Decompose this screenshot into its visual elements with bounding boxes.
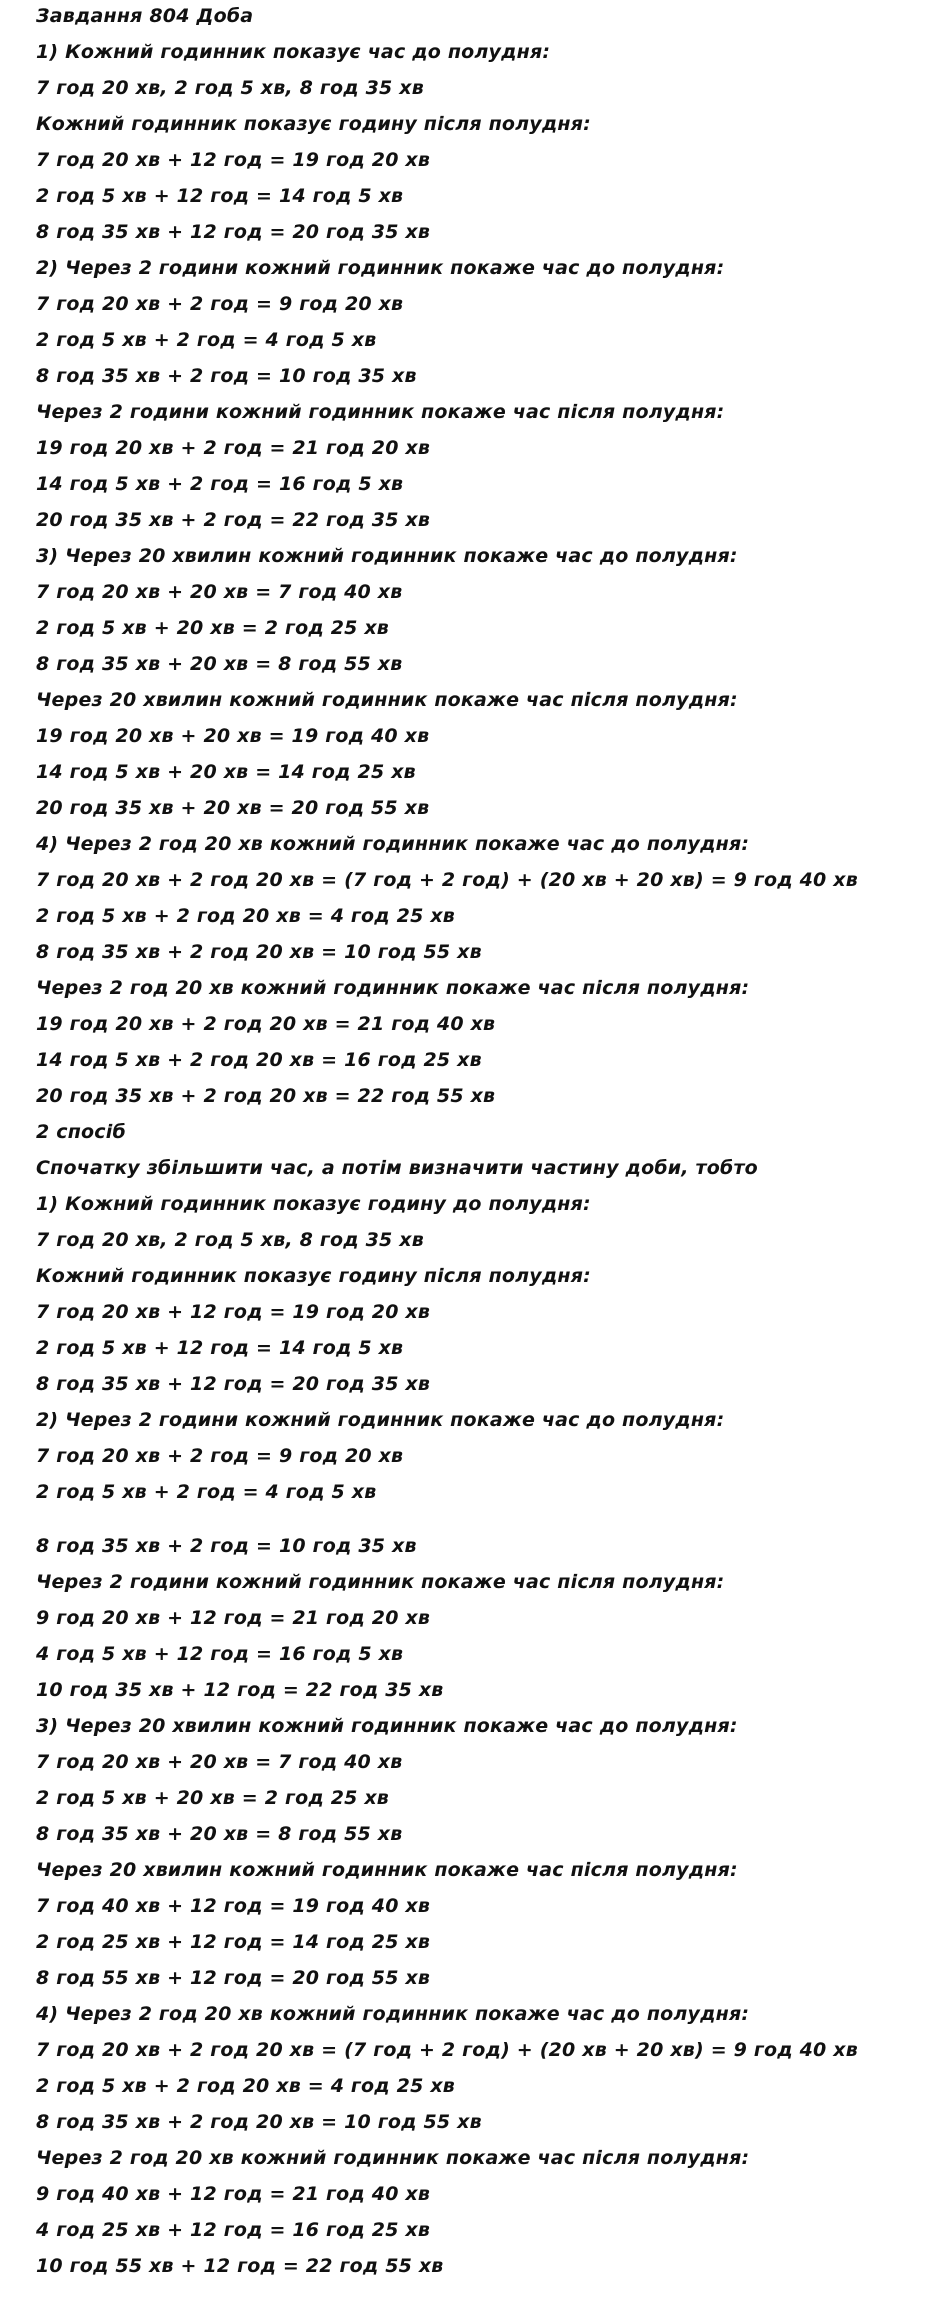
solution-line: 7 год 20 хв + 12 год = 19 год 20 хв xyxy=(36,1301,431,1323)
solution-line: 2 год 5 хв + 12 год = 14 год 5 хв xyxy=(36,1337,404,1359)
solution-line: 9 год 40 хв + 12 год = 21 год 40 хв xyxy=(36,2183,431,2205)
solution-line: 14 год 5 хв + 2 год 20 хв = 16 год 25 хв xyxy=(36,1049,482,1071)
solution-line: 20 год 35 хв + 20 хв = 20 год 55 хв xyxy=(36,797,430,819)
solution-line: 8 год 35 хв + 2 год 20 хв = 10 год 55 хв xyxy=(36,941,482,963)
solution-line: 2 год 5 хв + 20 хв = 2 год 25 хв xyxy=(36,1787,390,1809)
solution-line: 9 год 20 хв + 12 год = 21 год 20 хв xyxy=(36,1607,431,1629)
method-heading: 2 спосіб xyxy=(36,1121,126,1143)
solution-line: 8 год 35 хв + 2 год = 10 год 35 хв xyxy=(36,1535,417,1557)
step-heading: 1) Кожний годинник показує час до полудня: xyxy=(36,41,551,63)
solution-line: 4 год 5 хв + 12 год = 16 год 5 хв xyxy=(36,1643,404,1665)
solution-line: 2 год 5 хв + 2 год = 4 год 5 хв xyxy=(36,1481,377,1503)
step-heading: 2) Через 2 години кожний годинник покаже час до полудня: xyxy=(36,257,725,279)
solution-line: 7 год 40 хв + 12 год = 19 год 40 хв xyxy=(36,1895,431,1917)
solution-line: 2 год 25 хв + 12 год = 14 год 25 хв xyxy=(36,1931,431,1953)
solution-line: 19 год 20 хв + 2 год = 21 год 20 хв xyxy=(36,437,431,459)
solution-line: 7 год 20 хв, 2 год 5 хв, 8 год 35 хв xyxy=(36,1229,424,1251)
solution-line: 7 год 20 хв + 12 год = 19 год 20 хв xyxy=(36,149,431,171)
solution-line: 8 год 55 хв + 12 год = 20 год 55 хв xyxy=(36,1967,431,1989)
solution-line: 8 год 35 хв + 20 хв = 8 год 55 хв xyxy=(36,653,403,675)
step-heading: 1) Кожний годинник показує годину до полудня: xyxy=(36,1193,591,1215)
solution-line: 7 год 20 хв + 2 год 20 хв = (7 год + 2 год) + (20 хв + 20 хв) = 9 год 40 хв xyxy=(36,2039,858,2061)
solution-line: 20 год 35 хв + 2 год 20 хв = 22 год 55 хв xyxy=(36,1085,496,1107)
step-heading: 4) Через 2 год 20 хв кожний годинник покаже час до полудня: xyxy=(36,833,750,855)
step-heading: 2) Через 2 години кожний годинник покаже час до полудня: xyxy=(36,1409,725,1431)
solution-line: 8 год 35 хв + 2 год = 10 год 35 хв xyxy=(36,365,417,387)
step-heading: 4) Через 2 год 20 хв кожний годинник покаже час до полудня: xyxy=(36,2003,750,2025)
step-heading: 3) Через 20 хвилин кожний годинник покаже час до полудня: xyxy=(36,1715,738,1737)
solution-line: 19 год 20 хв + 2 год 20 хв = 21 год 40 хв xyxy=(36,1013,496,1035)
solution-line: 7 год 20 хв + 2 год 20 хв = (7 год + 2 год) + (20 хв + 20 хв) = 9 год 40 хв xyxy=(36,869,858,891)
step-heading: Через 2 години кожний годинник покаже час після полудня: xyxy=(36,401,725,423)
solution-line: 7 год 20 хв, 2 год 5 хв, 8 год 35 хв xyxy=(36,77,424,99)
solution-line: 7 год 20 хв + 2 год = 9 год 20 хв xyxy=(36,1445,404,1467)
solution-line: 10 год 55 хв + 12 год = 22 год 55 хв xyxy=(36,2255,444,2277)
solution-line: 2 год 5 хв + 2 год 20 хв = 4 год 25 хв xyxy=(36,2075,456,2097)
step-heading: Через 20 хвилин кожний годинник покаже час після полудня: xyxy=(36,1859,738,1881)
solution-line: 2 год 5 хв + 2 год = 4 год 5 хв xyxy=(36,329,377,351)
solution-line: 8 год 35 хв + 12 год = 20 год 35 хв xyxy=(36,1373,431,1395)
step-heading: Через 2 год 20 хв кожний годинник покаже час після полудня: xyxy=(36,2147,750,2169)
solution-line: 2 год 5 хв + 2 год 20 хв = 4 год 25 хв xyxy=(36,905,456,927)
method-description: Спочатку збільшити час, а потім визначити частину доби, тобто xyxy=(36,1157,758,1179)
task-title: Завдання 804 Доба xyxy=(36,5,254,27)
solution-line: 8 год 35 хв + 20 хв = 8 год 55 хв xyxy=(36,1823,403,1845)
solution-line: 2 год 5 хв + 12 год = 14 год 5 хв xyxy=(36,185,404,207)
solution-line: 14 год 5 хв + 20 хв = 14 год 25 хв xyxy=(36,761,416,783)
solution-line: 20 год 35 хв + 2 год = 22 год 35 хв xyxy=(36,509,431,531)
solution-line: 10 год 35 хв + 12 год = 22 год 35 хв xyxy=(36,1679,444,1701)
step-heading: Через 2 години кожний годинник покаже час після полудня: xyxy=(36,1571,725,1593)
step-heading: Кожний годинник показує годину після полудня: xyxy=(36,113,591,135)
solution-line: 2 год 5 хв + 20 хв = 2 год 25 хв xyxy=(36,617,390,639)
step-heading: Через 2 год 20 хв кожний годинник покаже час після полудня: xyxy=(36,977,750,999)
step-heading: Кожний годинник показує годину після полудня: xyxy=(36,1265,591,1287)
solution-line: 7 год 20 хв + 20 хв = 7 год 40 хв xyxy=(36,581,403,603)
step-heading: 3) Через 20 хвилин кожний годинник покаже час до полудня: xyxy=(36,545,738,567)
solution-line: 8 год 35 хв + 2 год 20 хв = 10 год 55 хв xyxy=(36,2111,482,2133)
step-heading: Через 20 хвилин кожний годинник покаже час після полудня: xyxy=(36,689,738,711)
solution-line: 4 год 25 хв + 12 год = 16 год 25 хв xyxy=(36,2219,431,2241)
solution-line: 7 год 20 хв + 2 год = 9 год 20 хв xyxy=(36,293,404,315)
solution-line: 7 год 20 хв + 20 хв = 7 год 40 хв xyxy=(36,1751,403,1773)
solution-line: 8 год 35 хв + 12 год = 20 год 35 хв xyxy=(36,221,431,243)
solution-line: 14 год 5 хв + 2 год = 16 год 5 хв xyxy=(36,473,404,495)
solution-line: 19 год 20 хв + 20 хв = 19 год 40 хв xyxy=(36,725,430,747)
